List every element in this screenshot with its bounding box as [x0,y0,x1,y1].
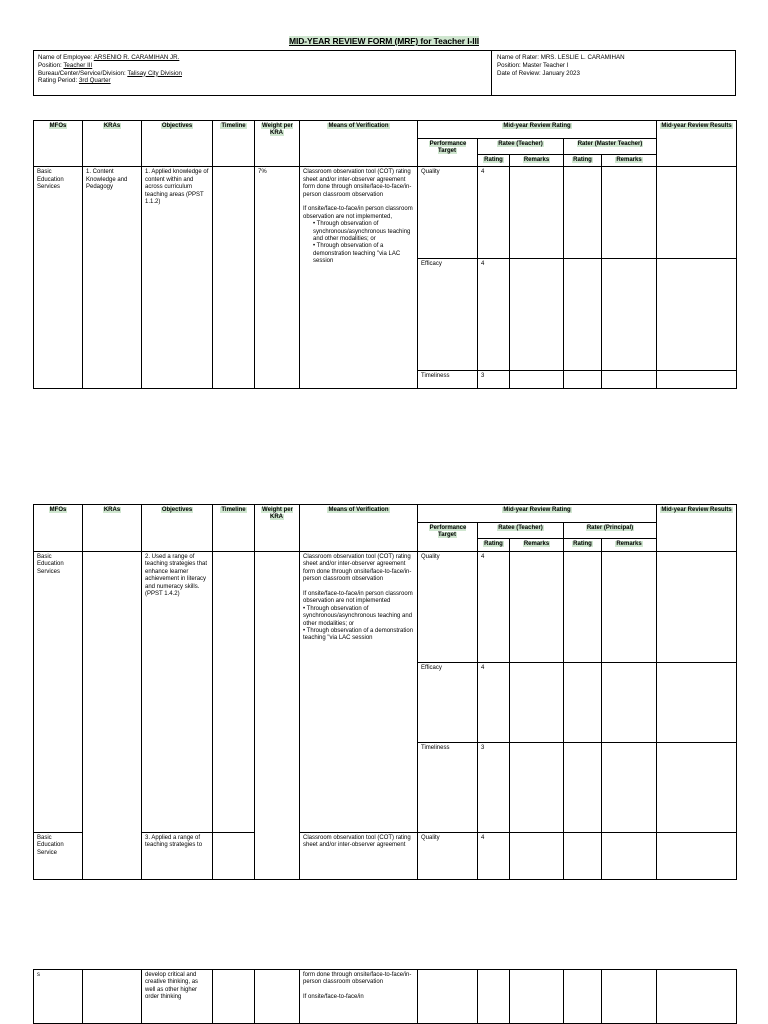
rater-rating-cell [564,970,602,1024]
col-results: Mid-year Review Results [657,505,737,552]
remarks-cell [510,167,564,259]
rating-timeliness: 3 [478,743,510,833]
col-ratee-remarks: Remarks [510,539,564,552]
col-rater-remarks: Remarks [602,155,657,167]
rater-rating-cell [564,371,602,389]
rating-quality: 4 [478,552,510,663]
col-objectives: Objectives [142,121,213,167]
target-cell [418,970,478,1024]
rater-remarks-cell [602,371,657,389]
review-date: January 2023 [542,69,580,77]
employee-name: ARSENIO R. CARAMIHAN JR. [93,54,180,61]
col-results: Mid-year Review Results [657,121,737,167]
target-timeliness: Timeliness [418,743,478,833]
col-mfos: MFOs [34,121,83,167]
rater-remarks-cell [602,552,657,663]
employee-position-row: Position: Teacher III [38,61,93,69]
rating-timeliness: 3 [478,371,510,389]
employee-position: Teacher III [63,61,93,69]
rating-period-row: Rating Period: 3rd Quarter [38,77,111,85]
review-date-row: Date of Review: January 2023 [497,69,580,77]
objective-cell: 1. Applied knowledge of content within and across curriculum teaching areas (PPST 1.1.2) [142,167,213,389]
remarks-cell [510,259,564,371]
col-mfos: MFOs [34,505,83,552]
col-ratee: Ratee (Teacher) [478,523,564,539]
results-cell [657,833,737,880]
rater-rating-cell [564,663,602,743]
rater-rating-cell [564,552,602,663]
col-timeline: Timeline [213,121,255,167]
col-ratee-remarks: Remarks [510,155,564,167]
remarks-cell [510,663,564,743]
rater-rating-cell [564,167,602,259]
col-rater: Rater (Principal) [564,523,657,539]
mfo-cell: Basic Education Services [34,167,83,389]
objective-cell: 3. Applied a range of teaching strategies to [142,833,213,880]
mfo-cell: Basic Education Service [34,833,83,880]
kra-cell: 1. Content Knowledge and Pedagogy [83,167,142,389]
form-title: MID-YEAR REVIEW FORM (MRF) for Teacher I-III [288,36,479,46]
rating-quality: 4 [478,833,510,880]
col-mov: Means of Verification [300,121,418,167]
target-efficacy: Efficacy [418,259,478,371]
remarks-cell [510,743,564,833]
bureau-row: Bureau/Center/Service/Division: Talisay City Division [38,69,182,77]
employee-info [34,51,492,95]
col-ratee-rating: Rating [478,539,510,552]
mrf-table-1 [33,120,737,389]
mrf-table-2 [33,504,737,880]
col-review-rating: Mid-year Review Rating [418,505,657,523]
rater-rating-cell [564,743,602,833]
rating-efficacy: 4 [478,663,510,743]
kra-cell [83,970,142,1024]
timeline-cell [213,167,255,389]
target-quality: Quality [418,167,478,259]
rating-period: 3rd Quarter [78,77,111,85]
rater-remarks-cell [602,167,657,259]
rating-cell [478,970,510,1024]
results-cell [657,743,737,833]
results-cell [657,663,737,743]
results-cell [657,371,737,389]
results-cell [657,970,737,1024]
employee-info-box [33,50,736,96]
col-weight: Weight per KRA [255,505,300,552]
rater-remarks-cell [602,259,657,371]
rating-efficacy: 4 [478,259,510,371]
rater-rating-cell [564,833,602,880]
rater-remarks-cell [602,743,657,833]
mov-cell: Classroom observation tool (COT) rating sheet and/or inter-observer agreement form done through onsite/face-to-face/in-person classroom observation If onsite/face-to-face/in person classroom observation are not implemented, • Through observation of synchronous/asynchronous teaching and other modalities; or • Through observation of a demonstration teaching "via LAC session [300,167,418,389]
rater-position: Master Teacher I [522,61,569,69]
target-quality: Quality [418,833,478,880]
col-review-rating: Mid-year Review Rating [418,121,657,139]
col-timeline: Timeline [213,505,255,552]
col-perf-target: Performance Target [418,139,478,167]
remarks-cell [510,970,564,1024]
objective-cell: 2. Used a range of teaching strategies that enhance learner achievement in literacy and numeracy skills. (PPST 1.4.2) [142,552,213,833]
kra-cell [83,552,142,880]
remarks-cell [510,371,564,389]
remarks-cell [510,552,564,663]
col-objectives: Objectives [142,505,213,552]
col-perf-target: Performance Target [418,523,478,552]
remarks-cell [510,833,564,880]
mov-cell: Classroom observation tool (COT) rating sheet and/or inter-observer agreement form done through onsite/face-to-face/in-person classroom observation If onsite/face-to-face/in person classroom observation are not implemented • Through observation of synchronous/asynchronous teaching and other modalities; or • Through observation of a demonstration teaching "via LAC session [300,552,418,833]
weight-cell [255,970,300,1024]
col-kras: KRAs [83,505,142,552]
objective-cell: develop critical and creative thinking, as well as other higher order thinking [142,970,213,1024]
col-ratee-rating: Rating [478,155,510,167]
col-rater-rating: Rating [564,155,602,167]
timeline-cell [213,833,255,880]
timeline-cell [213,552,255,833]
mfo-cell: Basic Education Services [34,552,83,833]
mfo-cell: s [34,970,83,1024]
bureau-value: Talisay City Division [127,69,182,77]
rater-name-row: Name of Rater: MRS. LESLIE L. CARAMIHAN [497,54,625,61]
col-mov: Means of Verification [300,505,418,552]
target-efficacy: Efficacy [418,663,478,743]
target-quality: Quality [418,552,478,663]
mov-cell: form done through onsite/face-to-face/in-person classroom observation If onsite/face-to-face/in [300,970,418,1024]
results-cell [657,552,737,663]
rater-position-row: Position: Master Teacher I [497,61,569,69]
timeline-cell [213,970,255,1024]
col-weight: Weight per KRA [255,121,300,167]
weight-cell [255,552,300,880]
rater-remarks-cell [602,970,657,1024]
weight-cell: 7% [255,167,300,389]
rater-name: MRS. LESLIE L. CARAMIHAN [540,54,625,61]
rating-quality: 4 [478,167,510,259]
col-kras: KRAs [83,121,142,167]
mov-cell: Classroom observation tool (COT) rating sheet and/or inter-observer agreement [300,833,418,880]
target-timeliness: Timeliness [418,371,478,389]
mrf-table-3 [33,969,737,1024]
col-rater-rating: Rating [564,539,602,552]
employee-name-row: Name of Employee: ARSENIO R. CARAMIHAN JR. [38,54,180,61]
col-rater-remarks: Remarks [602,539,657,552]
rater-rating-cell [564,259,602,371]
rater-info [492,51,735,95]
col-ratee: Ratee (Teacher) [478,139,564,155]
rater-remarks-cell [602,663,657,743]
rater-remarks-cell [602,833,657,880]
results-cell [657,167,737,259]
results-cell [657,259,737,371]
col-rater: Rater (Master Teacher) [564,139,657,155]
